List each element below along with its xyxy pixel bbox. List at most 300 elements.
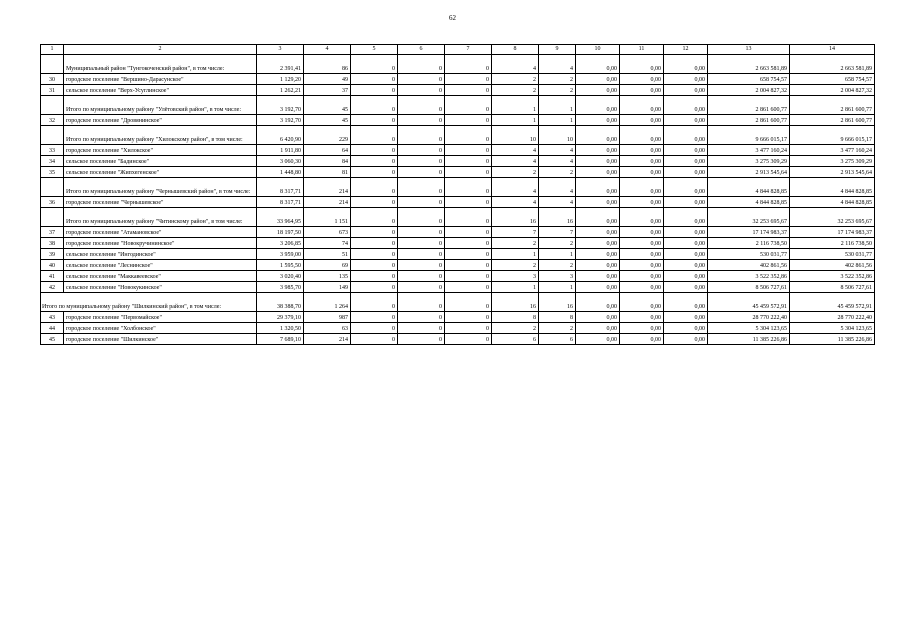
cell-c3: 1 320,50 — [257, 323, 304, 334]
cell-c6: 0 — [398, 208, 445, 227]
cell-c7: 0 — [445, 55, 492, 74]
row-name: Итого по муниципальному району "Улётовский район", в том числе: — [64, 96, 257, 115]
cell-c3: 7 689,10 — [257, 334, 304, 345]
row-name: сельское поселение "Бадинское" — [64, 156, 257, 167]
cell-c8: 2 — [492, 260, 539, 271]
table-row — [41, 227, 875, 238]
cell-c5: 0 — [351, 115, 398, 126]
column-header: 10 — [576, 45, 620, 55]
cell-c12: 0,00 — [664, 249, 708, 260]
cell-c6: 0 — [398, 238, 445, 249]
table-row — [41, 334, 875, 345]
column-header: 3 — [257, 45, 304, 55]
cell-c14: 9 666 015,17 — [790, 126, 875, 145]
cell-c4: 74 — [304, 238, 351, 249]
cell-c13: 17 174 983,37 — [708, 227, 790, 238]
table-row — [41, 271, 875, 282]
table-row — [41, 249, 875, 260]
cell-c14: 2 913 545,64 — [790, 167, 875, 178]
cell-c11: 0,00 — [620, 208, 664, 227]
cell-c5: 0 — [351, 312, 398, 323]
cell-c4: 84 — [304, 156, 351, 167]
cell-c4: 64 — [304, 145, 351, 156]
cell-c9: 2 — [539, 238, 576, 249]
row-name: Итого по муниципальному району "Хилокскому район", в том числе: — [64, 126, 257, 145]
cell-c4: 1 264 — [304, 293, 351, 312]
row-name: сельское поселение "Жипхегенское" — [64, 167, 257, 178]
cell-c11: 0,00 — [620, 126, 664, 145]
cell-c8: 2 — [492, 167, 539, 178]
cell-c8: 3 — [492, 271, 539, 282]
cell-c6: 0 — [398, 312, 445, 323]
row-name: сельское поселение "Верх-Усуглинское" — [64, 85, 257, 96]
cell-c9: 1 — [539, 115, 576, 126]
cell-c8: 6 — [492, 334, 539, 345]
row-number: 35 — [41, 167, 64, 178]
cell-c6: 0 — [398, 334, 445, 345]
subtotal-row — [41, 178, 875, 197]
column-header: 8 — [492, 45, 539, 55]
table-row — [41, 197, 875, 208]
cell-c14: 3 522 352,86 — [790, 271, 875, 282]
cell-c14: 2 663 581,89 — [790, 55, 875, 74]
cell-c14: 530 031,77 — [790, 249, 875, 260]
row-number — [41, 55, 64, 74]
row-number: 43 — [41, 312, 64, 323]
cell-c8: 2 — [492, 238, 539, 249]
cell-c13: 5 304 123,65 — [708, 323, 790, 334]
cell-c6: 0 — [398, 167, 445, 178]
cell-c11: 0,00 — [620, 249, 664, 260]
cell-c8: 4 — [492, 156, 539, 167]
cell-c5: 0 — [351, 156, 398, 167]
row-number: 30 — [41, 74, 64, 85]
cell-c6: 0 — [398, 115, 445, 126]
cell-c8: 2 — [492, 74, 539, 85]
column-header: 12 — [664, 45, 708, 55]
cell-c10: 0,00 — [576, 238, 620, 249]
cell-c8: 8 — [492, 312, 539, 323]
cell-c11: 0,00 — [620, 178, 664, 197]
cell-c8: 4 — [492, 197, 539, 208]
cell-c10: 0,00 — [576, 312, 620, 323]
cell-c14: 658 754,57 — [790, 74, 875, 85]
row-name: Итого по муниципальному району "Читинскому район", в том числе: — [64, 208, 257, 227]
cell-c11: 0,00 — [620, 238, 664, 249]
cell-c5: 0 — [351, 271, 398, 282]
cell-c7: 0 — [445, 293, 492, 312]
cell-c13: 4 844 828,85 — [708, 197, 790, 208]
cell-c12: 0,00 — [664, 293, 708, 312]
cell-c8: 2 — [492, 323, 539, 334]
subtotal-row — [41, 96, 875, 115]
cell-c12: 0,00 — [664, 271, 708, 282]
cell-c9: 4 — [539, 145, 576, 156]
cell-c9: 1 — [539, 96, 576, 115]
cell-c13: 658 754,57 — [708, 74, 790, 85]
column-header: 13 — [708, 45, 790, 55]
cell-c11: 0,00 — [620, 271, 664, 282]
cell-c3: 6 420,90 — [257, 126, 304, 145]
row-name: сельское поселение "Леснинское" — [64, 260, 257, 271]
cell-c12: 0,00 — [664, 85, 708, 96]
subtotal-row — [41, 293, 875, 312]
cell-c13: 28 770 222,40 — [708, 312, 790, 323]
subtotal-row — [41, 55, 875, 74]
cell-c13: 3 522 352,86 — [708, 271, 790, 282]
cell-c3: 3 959,00 — [257, 249, 304, 260]
cell-c10: 0,00 — [576, 85, 620, 96]
cell-c9: 7 — [539, 227, 576, 238]
cell-c9: 4 — [539, 156, 576, 167]
cell-c14: 2 004 827,32 — [790, 85, 875, 96]
row-name: городское поселение "Шилкинское" — [64, 334, 257, 345]
cell-c5: 0 — [351, 238, 398, 249]
cell-c10: 0,00 — [576, 282, 620, 293]
cell-c11: 0,00 — [620, 74, 664, 85]
cell-c3: 18 197,50 — [257, 227, 304, 238]
cell-c6: 0 — [398, 145, 445, 156]
cell-c8: 16 — [492, 208, 539, 227]
cell-c7: 0 — [445, 115, 492, 126]
cell-c3: 38 388,70 — [257, 293, 304, 312]
row-name: городское поселение "Чернышевское" — [64, 197, 257, 208]
cell-c4: 987 — [304, 312, 351, 323]
cell-c5: 0 — [351, 260, 398, 271]
cell-c5: 0 — [351, 197, 398, 208]
cell-c10: 0,00 — [576, 227, 620, 238]
cell-c10: 0,00 — [576, 197, 620, 208]
cell-c10: 0,00 — [576, 249, 620, 260]
cell-c4: 135 — [304, 271, 351, 282]
cell-c10: 0,00 — [576, 208, 620, 227]
cell-c4: 673 — [304, 227, 351, 238]
row-name: городское поселение "Атамановское" — [64, 227, 257, 238]
cell-c9: 6 — [539, 334, 576, 345]
cell-c5: 0 — [351, 249, 398, 260]
cell-c10: 0,00 — [576, 271, 620, 282]
cell-c11: 0,00 — [620, 115, 664, 126]
cell-c11: 0,00 — [620, 227, 664, 238]
cell-c4: 49 — [304, 74, 351, 85]
table-row — [41, 167, 875, 178]
table-row — [41, 282, 875, 293]
cell-c7: 0 — [445, 126, 492, 145]
cell-c6: 0 — [398, 282, 445, 293]
column-header: 4 — [304, 45, 351, 55]
row-name: Итого по муниципальному району "Чернышевский район", в том числе: — [64, 178, 257, 197]
subtotal-row — [41, 208, 875, 227]
cell-c12: 0,00 — [664, 227, 708, 238]
row-number: 36 — [41, 197, 64, 208]
cell-c7: 0 — [445, 323, 492, 334]
cell-c5: 0 — [351, 208, 398, 227]
cell-c6: 0 — [398, 178, 445, 197]
cell-c3: 3 192,70 — [257, 115, 304, 126]
cell-c8: 4 — [492, 55, 539, 74]
row-number: 31 — [41, 85, 64, 96]
cell-c4: 45 — [304, 96, 351, 115]
cell-c10: 0,00 — [576, 156, 620, 167]
cell-c3: 3 985,70 — [257, 282, 304, 293]
cell-c10: 0,00 — [576, 126, 620, 145]
cell-c11: 0,00 — [620, 85, 664, 96]
cell-c10: 0,00 — [576, 96, 620, 115]
cell-c11: 0,00 — [620, 282, 664, 293]
row-number: 44 — [41, 323, 64, 334]
cell-c5: 0 — [351, 178, 398, 197]
cell-c5: 0 — [351, 293, 398, 312]
cell-c7: 0 — [445, 312, 492, 323]
row-name: городское поселение "Холбонское" — [64, 323, 257, 334]
cell-c8: 1 — [492, 282, 539, 293]
cell-c7: 0 — [445, 96, 492, 115]
table-header-row — [41, 45, 875, 55]
row-number: 37 — [41, 227, 64, 238]
cell-c12: 0,00 — [664, 55, 708, 74]
row-name: городское поселение "Дровянинское" — [64, 115, 257, 126]
table-row — [41, 323, 875, 334]
cell-c13: 32 253 695,67 — [708, 208, 790, 227]
cell-c6: 0 — [398, 55, 445, 74]
cell-c14: 28 770 222,40 — [790, 312, 875, 323]
cell-c8: 1 — [492, 115, 539, 126]
cell-c12: 0,00 — [664, 334, 708, 345]
table-row — [41, 260, 875, 271]
cell-c9: 2 — [539, 74, 576, 85]
row-number: 40 — [41, 260, 64, 271]
cell-c4: 214 — [304, 197, 351, 208]
cell-c14: 4 844 828,85 — [790, 197, 875, 208]
row-number — [41, 208, 64, 227]
cell-c13: 530 031,77 — [708, 249, 790, 260]
cell-c11: 0,00 — [620, 334, 664, 345]
cell-c12: 0,00 — [664, 197, 708, 208]
cell-c10: 0,00 — [576, 323, 620, 334]
cell-c13: 2 116 738,50 — [708, 238, 790, 249]
cell-c7: 0 — [445, 282, 492, 293]
cell-c5: 0 — [351, 145, 398, 156]
cell-c9: 4 — [539, 55, 576, 74]
cell-c13: 2 663 581,89 — [708, 55, 790, 74]
cell-c10: 0,00 — [576, 334, 620, 345]
cell-c12: 0,00 — [664, 208, 708, 227]
cell-c13: 2 861 600,77 — [708, 115, 790, 126]
row-number — [41, 96, 64, 115]
cell-c7: 0 — [445, 227, 492, 238]
cell-c3: 1 262,21 — [257, 85, 304, 96]
row-name: Итого по муниципальному району "Шилкинский район", в том числе: — [41, 293, 257, 312]
cell-c11: 0,00 — [620, 145, 664, 156]
cell-c13: 9 666 015,17 — [708, 126, 790, 145]
cell-c14: 45 459 572,91 — [790, 293, 875, 312]
cell-c12: 0,00 — [664, 115, 708, 126]
cell-c7: 0 — [445, 238, 492, 249]
cell-c9: 8 — [539, 312, 576, 323]
cell-c11: 0,00 — [620, 167, 664, 178]
cell-c6: 0 — [398, 96, 445, 115]
cell-c14: 4 844 828,85 — [790, 178, 875, 197]
table-row — [41, 74, 875, 85]
cell-c7: 0 — [445, 178, 492, 197]
cell-c5: 0 — [351, 334, 398, 345]
row-number: 42 — [41, 282, 64, 293]
cell-c14: 5 304 123,65 — [790, 323, 875, 334]
cell-c6: 0 — [398, 323, 445, 334]
cell-c10: 0,00 — [576, 178, 620, 197]
cell-c14: 3 275 309,29 — [790, 156, 875, 167]
row-number: 32 — [41, 115, 64, 126]
cell-c3: 8 317,71 — [257, 197, 304, 208]
cell-c12: 0,00 — [664, 145, 708, 156]
cell-c12: 0,00 — [664, 74, 708, 85]
cell-c12: 0,00 — [664, 167, 708, 178]
cell-c11: 0,00 — [620, 96, 664, 115]
cell-c8: 7 — [492, 227, 539, 238]
table-row — [41, 115, 875, 126]
cell-c10: 0,00 — [576, 293, 620, 312]
cell-c9: 16 — [539, 208, 576, 227]
cell-c3: 3 206,85 — [257, 238, 304, 249]
cell-c13: 2 004 827,32 — [708, 85, 790, 96]
cell-c4: 1 151 — [304, 208, 351, 227]
cell-c14: 11 385 226,86 — [790, 334, 875, 345]
row-number — [41, 178, 64, 197]
cell-c12: 0,00 — [664, 323, 708, 334]
cell-c5: 0 — [351, 96, 398, 115]
column-header: 1 — [41, 45, 64, 55]
row-name: сельское поселение "Маккавеевское" — [64, 271, 257, 282]
row-number: 38 — [41, 238, 64, 249]
cell-c10: 0,00 — [576, 260, 620, 271]
cell-c12: 0,00 — [664, 178, 708, 197]
cell-c4: 81 — [304, 167, 351, 178]
cell-c12: 0,00 — [664, 96, 708, 115]
table-row — [41, 85, 875, 96]
row-number — [41, 126, 64, 145]
cell-c6: 0 — [398, 197, 445, 208]
cell-c9: 3 — [539, 271, 576, 282]
cell-c9: 2 — [539, 85, 576, 96]
cell-c14: 3 477 160,24 — [790, 145, 875, 156]
cell-c13: 3 477 160,24 — [708, 145, 790, 156]
row-number: 39 — [41, 249, 64, 260]
cell-c4: 214 — [304, 178, 351, 197]
cell-c6: 0 — [398, 74, 445, 85]
cell-c9: 4 — [539, 197, 576, 208]
cell-c3: 29 379,10 — [257, 312, 304, 323]
row-number: 45 — [41, 334, 64, 345]
cell-c9: 4 — [539, 178, 576, 197]
row-name: сельское поселение "Ингодинское" — [64, 249, 257, 260]
cell-c11: 0,00 — [620, 197, 664, 208]
cell-c12: 0,00 — [664, 282, 708, 293]
cell-c4: 229 — [304, 126, 351, 145]
cell-c12: 0,00 — [664, 238, 708, 249]
column-header: 11 — [620, 45, 664, 55]
cell-c3: 1 448,80 — [257, 167, 304, 178]
cell-c10: 0,00 — [576, 74, 620, 85]
cell-c3: 8 317,71 — [257, 178, 304, 197]
cell-c9: 2 — [539, 323, 576, 334]
cell-c11: 0,00 — [620, 293, 664, 312]
cell-c8: 2 — [492, 85, 539, 96]
cell-c13: 8 506 727,61 — [708, 282, 790, 293]
cell-c12: 0,00 — [664, 156, 708, 167]
cell-c3: 1 595,50 — [257, 260, 304, 271]
row-name: городское поселение "Первомайское" — [64, 312, 257, 323]
cell-c5: 0 — [351, 323, 398, 334]
cell-c6: 0 — [398, 126, 445, 145]
cell-c12: 0,00 — [664, 260, 708, 271]
table-row — [41, 145, 875, 156]
cell-c13: 2 913 545,64 — [708, 167, 790, 178]
table-row — [41, 156, 875, 167]
cell-c14: 8 506 727,61 — [790, 282, 875, 293]
table-row — [41, 312, 875, 323]
row-name: городское поселение "Новокручининское" — [64, 238, 257, 249]
cell-c13: 402 861,56 — [708, 260, 790, 271]
cell-c9: 2 — [539, 260, 576, 271]
cell-c4: 69 — [304, 260, 351, 271]
cell-c4: 149 — [304, 282, 351, 293]
cell-c5: 0 — [351, 282, 398, 293]
cell-c14: 17 174 983,37 — [790, 227, 875, 238]
column-header: 14 — [790, 45, 875, 55]
subtotal-row — [41, 126, 875, 145]
column-header: 7 — [445, 45, 492, 55]
cell-c8: 16 — [492, 293, 539, 312]
cell-c10: 0,00 — [576, 115, 620, 126]
cell-c3: 3 192,70 — [257, 96, 304, 115]
cell-c8: 1 — [492, 249, 539, 260]
cell-c13: 11 385 226,86 — [708, 334, 790, 345]
housing-data-table — [40, 44, 875, 345]
cell-c7: 0 — [445, 249, 492, 260]
cell-c3: 3 060,30 — [257, 156, 304, 167]
cell-c8: 4 — [492, 145, 539, 156]
cell-c6: 0 — [398, 260, 445, 271]
cell-c13: 4 844 828,85 — [708, 178, 790, 197]
cell-c9: 16 — [539, 293, 576, 312]
cell-c13: 45 459 572,91 — [708, 293, 790, 312]
cell-c7: 0 — [445, 85, 492, 96]
cell-c5: 0 — [351, 126, 398, 145]
cell-c3: 3 020,40 — [257, 271, 304, 282]
cell-c4: 63 — [304, 323, 351, 334]
row-name: городское поселение "Вершино-Дарасунское" — [64, 74, 257, 85]
cell-c7: 0 — [445, 145, 492, 156]
cell-c12: 0,00 — [664, 126, 708, 145]
cell-c5: 0 — [351, 74, 398, 85]
column-header: 2 — [64, 45, 257, 55]
row-number: 34 — [41, 156, 64, 167]
cell-c7: 0 — [445, 260, 492, 271]
cell-c5: 0 — [351, 85, 398, 96]
cell-c7: 0 — [445, 156, 492, 167]
cell-c9: 1 — [539, 282, 576, 293]
cell-c13: 2 861 600,77 — [708, 96, 790, 115]
row-number: 33 — [41, 145, 64, 156]
cell-c11: 0,00 — [620, 156, 664, 167]
cell-c6: 0 — [398, 249, 445, 260]
cell-c4: 86 — [304, 55, 351, 74]
cell-c5: 0 — [351, 167, 398, 178]
cell-c4: 214 — [304, 334, 351, 345]
cell-c5: 0 — [351, 55, 398, 74]
cell-c6: 0 — [398, 293, 445, 312]
row-name: сельское поселение "Новокукинское" — [64, 282, 257, 293]
